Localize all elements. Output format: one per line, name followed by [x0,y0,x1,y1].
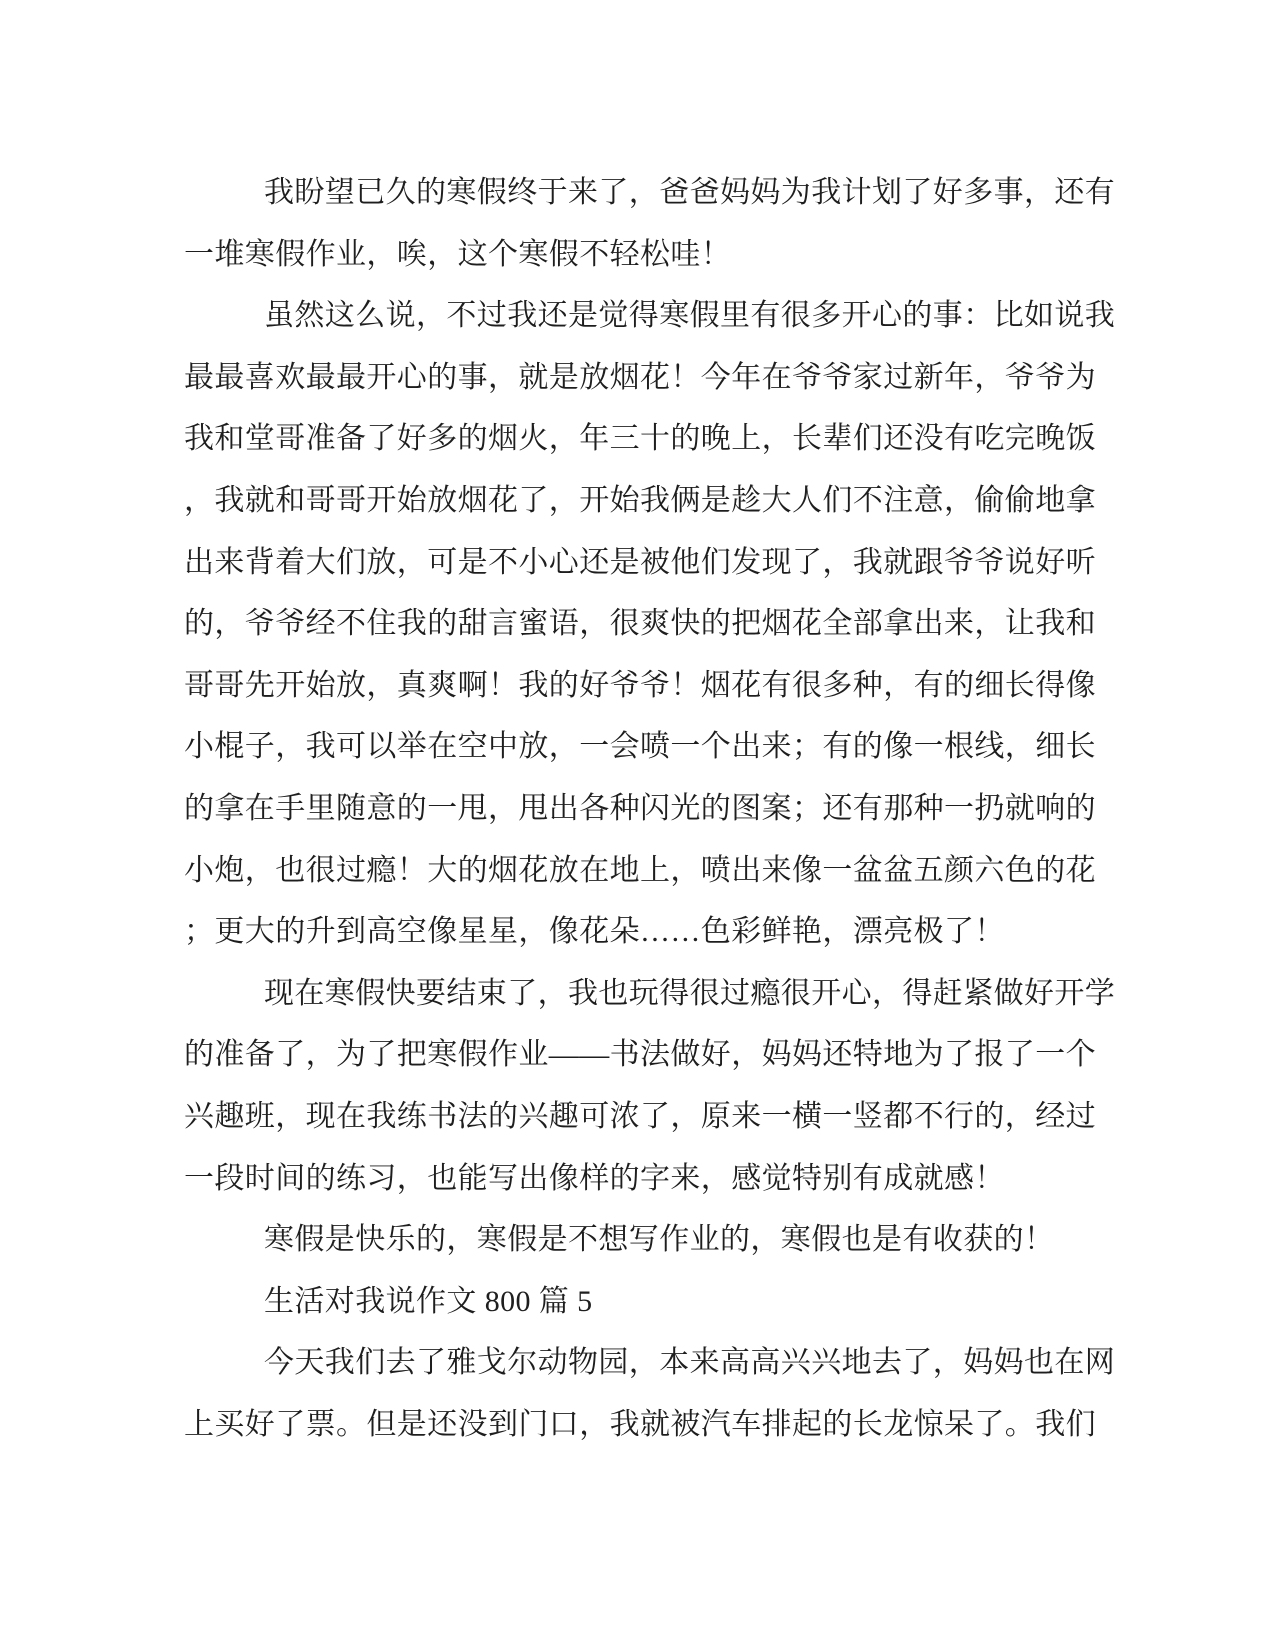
text-line: 最最喜欢最最开心的事，就是放烟花！今年在爷爷家过新年，爷爷为 [184,360,1096,394]
text-line: 的准备了，为了把寒假作业——书法做好，妈妈还特地为了报了一个 [184,1038,1096,1072]
text-line: 我盼望已久的寒假终于来了，爸爸妈妈为我计划了好多事，还有 [264,176,1116,209]
text-line: 虽然这么说，不过我还是觉得寒假里有很多开心的事：比如说我 [264,299,1116,333]
text-line: 的，爷爷经不住我的甜言蜜语，很爽快的把烟花全部拿出来，让我和 [184,607,1096,641]
text-line: 一堆寒假作业，唉，这个寒假不轻松哇！ [184,237,732,271]
text-line: 哥哥先开始放，真爽啊！我的好爷爷！烟花有很多种，有的细长得像 [184,668,1096,702]
essay-text-block [184,162,1116,1455]
text-line: 现在寒假快要结束了，我也玩得很过瘾很开心，得赶紧做好开学 [264,976,1116,1010]
text-line: 的拿在手里随意的一甩，甩出各种闪光的图案；还有那种一扔就响的 [184,791,1096,825]
text-line: 我和堂哥准备了好多的烟火，年三十的晚上，长辈们还没有吃完晚饭 [184,422,1096,456]
text-line: ；更大的升到高空像星星，像花朵……色彩鲜艳，漂亮极了！ [184,915,1005,949]
text-line: 小棍子，我可以举在空中放，一会喷一个出来；有的像一根线，细长 [184,730,1096,764]
text-line: 小炮，也很过瘾！大的烟花放在地上，喷出来像一盆盆五颜六色的花 [184,853,1096,887]
section-title: 生活对我说作文 800 篇 5 [264,1284,593,1318]
text-line: 出来背着大们放，可是不小心还是被他们发现了，我就跟爷爷说好听 [184,545,1096,579]
text-line: 今天我们去了雅戈尔动物园，本来高高兴兴地去了，妈妈也在网 [264,1346,1116,1380]
text-line: 寒假是快乐的，寒假是不想写作业的，寒假也是有收获的！ [264,1223,1055,1257]
text-line: 上买好了票。但是还没到门口，我就被汽车排起的长龙惊呆了。我们 [184,1407,1096,1441]
text-line: 兴趣班，现在我练书法的兴趣可浓了，原来一横一竖都不行的，经过 [184,1099,1096,1133]
text-line: ，我就和哥哥开始放烟花了，开始我俩是趁大人们不注意，偷偷地拿 [184,483,1096,517]
text-line: 一段时间的练习，也能写出像样的字来，感觉特别有成就感！ [184,1161,1005,1195]
